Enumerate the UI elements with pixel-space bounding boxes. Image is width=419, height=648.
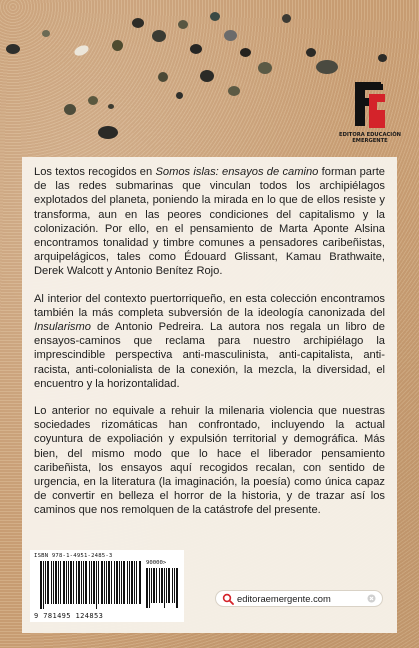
addon-barcode-bars	[146, 568, 180, 608]
isbn-barcode	[30, 550, 184, 622]
price-addon-code: 90000>	[146, 560, 167, 566]
stone	[190, 44, 202, 54]
stone	[378, 54, 387, 62]
paragraph-text: Los textos recogidos en	[34, 166, 156, 178]
paragraph-text: forman parte de las redes submarinas que vinculan todos los archipiélagos explotados del planeta, poniendo la mirada en lo que de ellos resiste y transforma, aun en las peores condiciones del capitalismo y la colonización. Por ello, en el pensamiento de Marta Aponte Alsina encontramos tonalidad y timbre comunes a pensadores caribeñistas, arquipelágicos, tales como Édouard Glissant, Kamau Brathwaite, Derek Walcott y Antonio Benítez Rojo.	[34, 166, 385, 278]
paragraph-text: Al interior del contexto puertorriqueño, en esta colección encontramos también la más completa subversión de la ideología canonizada del	[34, 292, 385, 319]
barcode-graphic	[34, 561, 180, 611]
stone	[158, 72, 168, 82]
barcode-bar	[68, 561, 69, 604]
stone	[224, 30, 237, 41]
stone	[240, 48, 251, 57]
stone	[108, 104, 114, 109]
barcode-bar	[40, 561, 42, 609]
barcode-bar	[104, 561, 105, 604]
barcode-bar	[73, 561, 74, 604]
stone	[64, 104, 76, 115]
synopsis-paragraph-3	[34, 404, 385, 518]
publisher-logo-mark	[351, 78, 389, 130]
barcode-bar	[43, 561, 44, 609]
barcode-bar	[146, 568, 148, 608]
stone	[178, 20, 188, 29]
barcode-bar	[134, 561, 135, 604]
barcode-bar	[161, 568, 163, 603]
stone	[88, 96, 98, 105]
stone	[210, 12, 220, 21]
stone	[316, 60, 338, 74]
paragraph-text: de Antonio Pedreira. La autora nos regala un libro de ensayos-caminos que reclama para nuestro archipiélago la imprescindible perspectiva anti-masculinista, anti-capitalista, anti-racista, anti-colonialista de la conexión, la mezcla, la diversidad, el encuentro y la horizontalidad.	[34, 321, 385, 390]
stone	[176, 92, 183, 99]
publisher-logo	[336, 78, 404, 144]
stone	[98, 126, 118, 139]
barcode-bar	[111, 561, 112, 604]
stone	[42, 30, 50, 37]
barcode-bar	[164, 568, 165, 608]
website-url[interactable]: editoraemergente.com	[237, 593, 331, 604]
barcode-bar	[58, 561, 59, 604]
barcode-bar	[55, 561, 57, 604]
barcode-bar	[121, 561, 122, 604]
barcode-bar	[129, 561, 130, 604]
barcode-bar	[76, 561, 77, 604]
barcode-bar	[153, 568, 155, 603]
barcode-bar	[93, 561, 95, 604]
stone	[306, 48, 316, 57]
isbn-number: ISBN 978-1-4951-2485-3	[34, 553, 113, 559]
paragraph-text: Lo anterior no equivale a rehuir la milenaria violencia que nuestras sociedades rizomáticas han confrontado, incluyendo la actual coyuntura de expoliación y expulsión territorial y demográfica. Más bien, del mismo modo que lo hace el liberador pensamiento caribeñista, los ensayos aquí recogidos recalan, con sentido de urgencia, en la literatura (la imaginación, la poesía) como única capaz de convertir en belleza el horror de la historia, y de trazar así los caminos que nos remolquen de la catástrofe del presente.	[34, 405, 385, 517]
barcode-bar	[149, 568, 150, 608]
barcode-bar	[151, 568, 152, 603]
synopsis-paragraph-2	[34, 292, 385, 391]
barcode-bar	[172, 568, 173, 603]
barcode-bar	[98, 561, 99, 604]
barcode-bar	[168, 568, 170, 603]
barcode-bar	[131, 561, 133, 604]
barcode-bar	[127, 561, 128, 604]
barcode-bar	[89, 561, 90, 604]
barcode-bar	[63, 561, 65, 604]
barcode-bar	[108, 561, 110, 604]
barcode-bar	[85, 561, 87, 604]
barcode-bar	[123, 561, 125, 604]
barcode-bar	[96, 561, 97, 609]
stone	[258, 62, 272, 74]
search-icon	[222, 593, 234, 605]
barcode-bar	[139, 561, 141, 604]
barcode-digits: 9 781495 124853	[34, 612, 104, 620]
barcode-bar	[101, 561, 103, 604]
barcode-bar	[116, 561, 118, 604]
barcode-bars	[40, 561, 142, 609]
synopsis-paragraph-1	[34, 165, 385, 279]
barcode-bar	[51, 561, 52, 604]
barcode-bar	[119, 561, 120, 604]
book-title-italic: Somos islas: ensayos de camino	[155, 166, 319, 178]
barcode-bar	[70, 561, 72, 604]
publisher-name: EDITORA EDUCACIÓN EMERGENTE	[339, 132, 401, 144]
stone	[152, 30, 166, 42]
barcode-bar	[136, 561, 137, 604]
stone	[132, 18, 144, 28]
stone	[112, 40, 123, 51]
publisher-website[interactable]	[215, 590, 383, 607]
barcode-bar	[66, 561, 67, 604]
back-cover-panel	[22, 157, 397, 633]
stone	[228, 86, 240, 96]
stone	[6, 44, 20, 54]
barcode-bar	[176, 568, 178, 608]
stone	[73, 43, 90, 57]
stone	[282, 14, 291, 23]
barcode-bar	[159, 568, 160, 603]
cited-work-italic: Insularismo	[34, 321, 91, 334]
barcode-bar	[78, 561, 80, 604]
barcode-bar	[45, 561, 46, 604]
barcode-bar	[114, 561, 115, 604]
barcode-bar	[91, 561, 92, 604]
barcode-bar	[47, 561, 49, 604]
barcode-bar	[53, 561, 54, 604]
barcode-bar	[174, 568, 175, 603]
barcode-bar	[156, 568, 157, 603]
barcode-bar	[60, 561, 61, 604]
barcode-bar	[81, 561, 82, 604]
barcode-bar	[166, 568, 167, 603]
stone	[200, 70, 214, 82]
barcode-bar	[106, 561, 107, 604]
barcode-bar	[83, 561, 84, 604]
clear-icon	[367, 594, 376, 603]
